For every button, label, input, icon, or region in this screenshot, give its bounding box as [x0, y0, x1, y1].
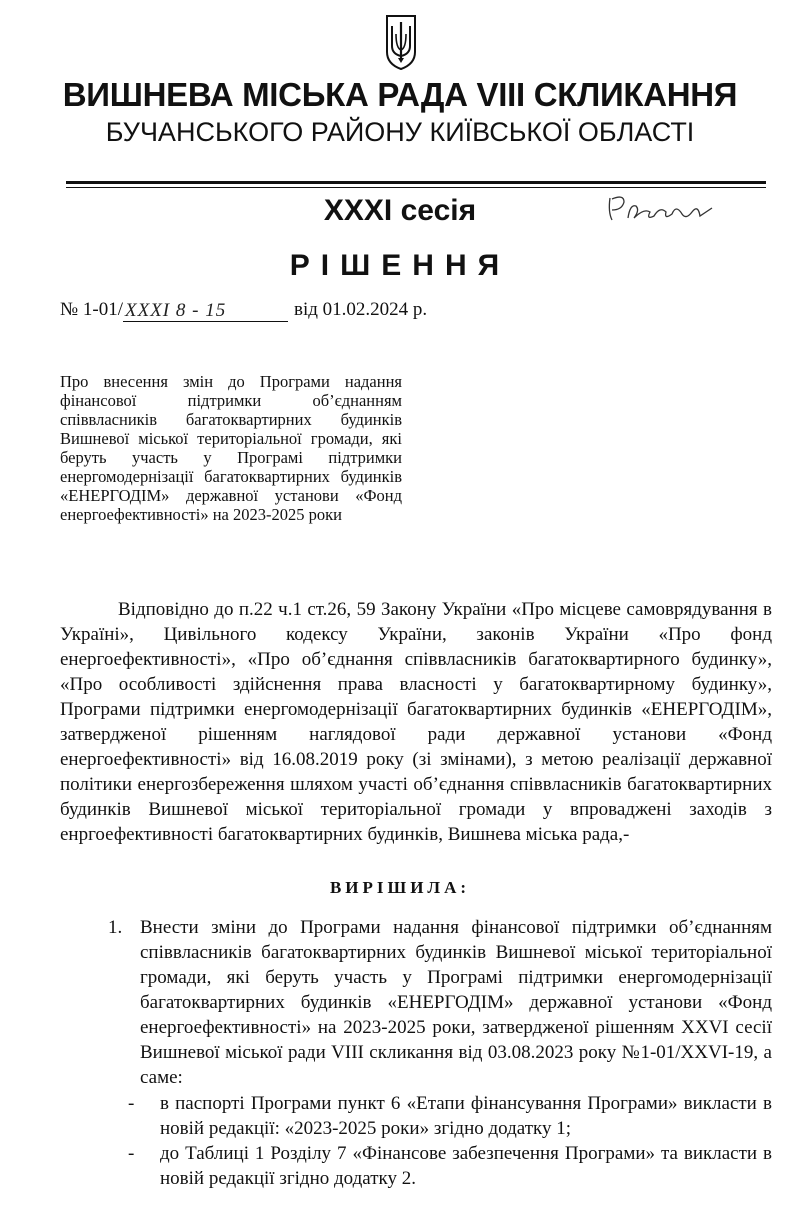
decision-number-prefix: № 1-01/ [60, 299, 123, 320]
handwritten-draft-note [604, 190, 720, 230]
council-title: ВИШНЕВА МІСЬКА РАДА VIII СКЛИКАННЯ [62, 76, 738, 113]
sub-list-text: до Таблиці 1 Розділу 7 «Фінансове забезпечення Програми» та викласти в новій редакції згідно додатку 2. [160, 1143, 772, 1189]
decision-title: РІШЕННЯ [289, 249, 511, 282]
list-item [108, 915, 772, 1090]
header-divider-thin [66, 187, 766, 188]
preamble-paragraph: Відповідно до п.22 ч.1 ст.26, 59 Закону України «Про місцеве самоврядування в Україні», Цивільного кодексу України, законів України «Про фонд енергоефективності», «Про об’єднання співвласників багатоквартирного будинку», «Про особливості здійснення права власності у багатоквартирному будинку», Програми підтримки енергомодернізації багатоквартирних будинків «ЕНЕРГОДІМ», затвердженої рішенням наглядової ради державної установи «Фонд енергоефективності» від 16.08.2019 року (зі змінами), з метою реалізації державної політики енергозбереження шляхом участі об’єднання співвласників багатоквартирних будинків Вишневої міської територіальної громади у впроваджені заходів з енргоефективності багатоквартирних будинків, Вишнева міська рада,- [60, 599, 772, 845]
trident-coat-of-arms-icon [384, 14, 418, 70]
list-item-text: Внести зміни до Програми надання фінансової підтримки об’єднанням співвласників багатоквартирних будинків Вишневої міської територіальної громади, які беруть участь у Програмі підтримки енергомодернізації багатоквартирних будинків «ЕНЕРГОДІМ» державної установи «Фонд енергоефективності» на 2023-2025 роки, затвердженої рішенням XXVI сесії Вишневої міської ради VIII скликання від 03.08.2023 року №1-01/XXVI-19, а саме: [140, 917, 772, 1088]
decision-subject: Про внесення змін до Програми надання фінансової підтримки об’єднанням співвласників багатоквартирних будинків Вишневої міської територіальної громади, які беруть участь у Програмі підтримки енергомодернізації багатоквартирних будинків «ЕНЕРГОДІМ» державної установи «Фонд енергоефективності» на 2023-2025 роки [60, 372, 402, 524]
decision-number-handwritten: XXXI 8 - 15 [123, 299, 288, 322]
header-divider-thick [66, 181, 766, 184]
sub-list-item [128, 1141, 772, 1191]
decision-date: від 01.02.2024 р. [293, 299, 428, 320]
sub-list-bullet: - [128, 1143, 135, 1164]
sub-list-item [128, 1091, 772, 1141]
council-subtitle: БУЧАНСЬКОГО РАЙОНУ КИЇВСЬКОЇ ОБЛАСТІ [105, 117, 695, 147]
decision-number-line [60, 298, 427, 322]
session-title: XXXI сесія [323, 194, 477, 227]
sub-list-bullet: - [128, 1093, 135, 1114]
list-item-number: 1. [108, 917, 123, 938]
resolved-heading: ВИРІШИЛА: [329, 878, 471, 897]
sub-list-text: в паспорті Програми пункт 6 «Етапи фінансування Програми» викласти в новій редакції: «2023-2025 роки» згідно додатку 1; [160, 1093, 772, 1139]
